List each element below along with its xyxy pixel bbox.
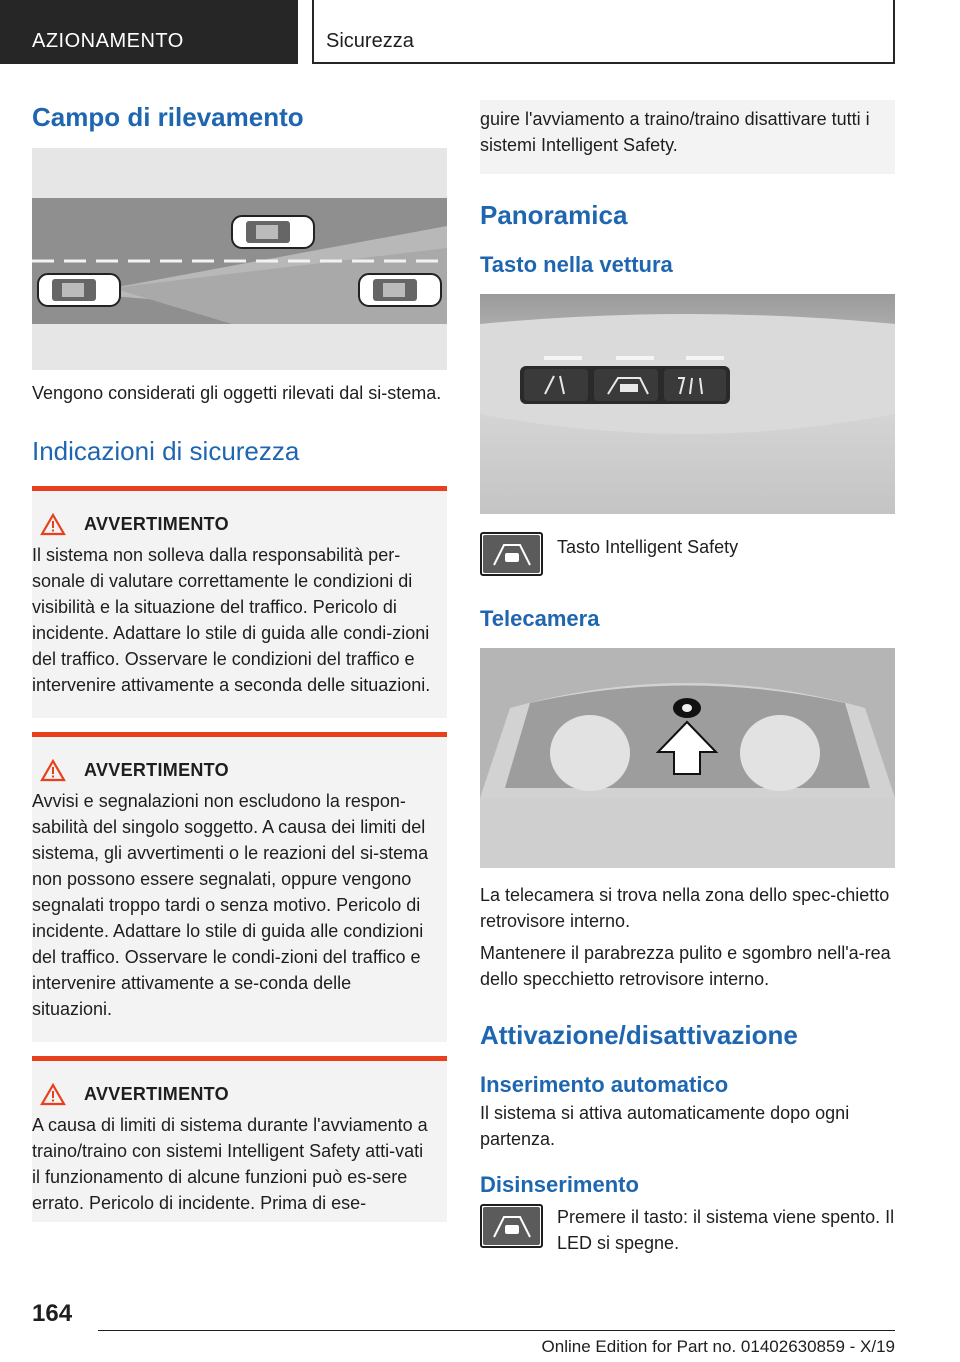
road-cars-diagram (32, 148, 447, 370)
button-panel-photo (480, 294, 895, 514)
detection-caption: Vengono considerati gli oggetti rilevati dal si-stema. (32, 383, 442, 403)
button-panel-drawing (480, 294, 895, 514)
header-section-label: AZIONAMENTO (0, 0, 298, 64)
heading-camera: Telecamera (480, 606, 600, 631)
intelligent-safety-button-icon (480, 1204, 543, 1248)
camera-text-cleaning: Mantenere il parabrezza pulito e sgombro nell'a-rea dello specchietto retrovisore interno. (480, 943, 891, 989)
intelligent-safety-button-icon (480, 532, 543, 576)
camera-text-location: La telecamera si trova nella zona dello spec-chietto retrovisore interno. (480, 885, 890, 931)
warning-continuation-text: guire l'avviamento a traino/traino disattivare tutti i sistemi Intelligent Safety. (480, 109, 870, 155)
heading-activation: Attivazione/disattivazione (480, 1020, 798, 1050)
heading-button-in-vehicle: Tasto nella vettura (480, 252, 673, 277)
deactivation-text: Premere il tasto: il sistema viene spento. Il LED si spegne. (557, 1207, 895, 1253)
warning-title: AVVERTIMENTO (84, 1084, 229, 1104)
detection-field-illustration (32, 148, 447, 370)
automatic-activation-text: Il sistema si attiva automaticamente dopo ogni partenza. (480, 1103, 850, 1149)
warning-triangle-icon (40, 759, 66, 782)
warning-box (32, 486, 447, 718)
camera-location-photo (480, 648, 895, 868)
heading-detection-field: Campo di rilevamento (32, 102, 304, 132)
warning-triangle-icon (40, 1083, 66, 1106)
camera-location-drawing (480, 648, 895, 868)
warning-box (32, 1056, 447, 1222)
car-icon (359, 274, 441, 306)
warning-triangle-icon (40, 513, 66, 536)
warning-title: AVVERTIMENTO (84, 514, 229, 534)
warning-text: A causa di limiti di sistema durante l'avviamento a traino/traino con sistemi Intelligent Safety atti-vati il funzionamento di alcune funzioni può es-sere errato. Pericolo di incidente. Prima di ese- (32, 1115, 428, 1213)
header-chapter-label: Sicurezza (312, 0, 895, 64)
deactivation-instruction (480, 1204, 895, 1256)
left-column (32, 100, 447, 1222)
heading-overview: Panoramica (480, 200, 628, 230)
warning-title: AVVERTIMENTO (84, 760, 229, 780)
car-icon (38, 274, 120, 306)
page-number: 164 (32, 1300, 73, 1327)
heading-deactivation: Disinserimento (480, 1172, 639, 1197)
footer-edition: Online Edition for Part no. 01402630859 - X/19 (541, 1337, 895, 1356)
footer-divider (98, 1330, 895, 1331)
warning-text: Avvisi e segnalazioni non escludono la respon-sabilità del singolo soggetto. A causa dei limiti del sistema, gli avvertimenti o le reazioni del si-stema non possono essere segnalati, oppure vengono segnalati troppo tardi o senza motivo. Pericolo di incidente. Adattare lo stile di guida alle condizioni del traffico. Osservare le condi-zioni del traffico e intervenire attivamente a se-conda delle situazioni. (32, 791, 429, 1019)
button-legend (480, 532, 895, 576)
right-column (480, 100, 895, 1256)
heading-automatic-activation: Inserimento automatico (480, 1072, 729, 1097)
warning-continuation-box (480, 100, 895, 174)
warning-box (32, 732, 447, 1042)
warning-text: Il sistema non solleva dalla responsabilità per-sonale di valutare correttamente le condizioni di visibilità e la situazione del traffico. Pericolo di incidente. Adattare lo stile di guida alle condi-zioni del traffico. Osservare le condizioni del traffico e intervenire attivamente a seconda delle situazioni. (32, 545, 431, 695)
car-icon (232, 216, 314, 248)
heading-safety-notes: Indicazioni di sicurezza (32, 436, 300, 466)
button-legend-label: Tasto Intelligent Safety (557, 537, 739, 557)
